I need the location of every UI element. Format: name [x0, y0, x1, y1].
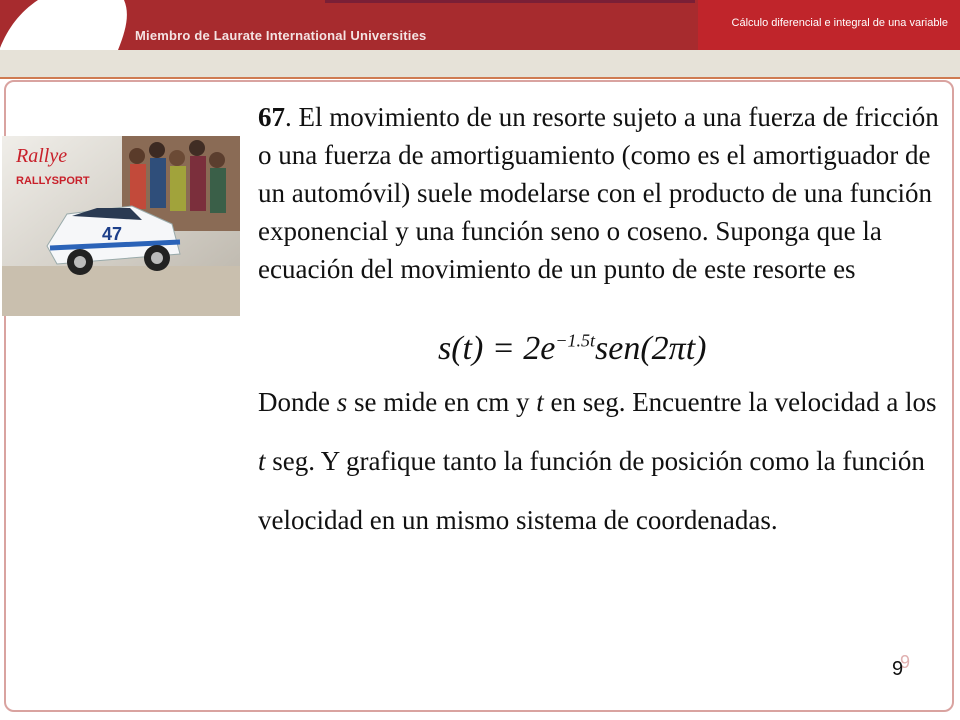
- car-number: 47: [102, 224, 123, 244]
- course-title: Cálculo diferencial e integral de una variable: [731, 17, 948, 29]
- var-s: s: [336, 387, 348, 417]
- formula-exponent: −1.5t: [555, 330, 596, 351]
- page-number: 9: [892, 658, 904, 680]
- header-tagline: Miembro de Laurate International Universities: [135, 28, 427, 43]
- rally-car-photo: [2, 136, 240, 316]
- task-text-c: en seg. Encuentre la velocidad a los: [543, 387, 937, 417]
- problem-statement: [258, 98, 948, 288]
- problem-number: 67: [258, 102, 285, 132]
- task-text-b: se mide en cm y: [347, 387, 537, 417]
- formula-rhs: sen(2πt): [595, 330, 707, 367]
- university-logo: [0, 0, 135, 50]
- course-tab: [698, 0, 960, 50]
- task-text-d: seg. Y grafique tanto la función de posición como la función velocidad en un mismo sistema de coordenadas.: [258, 446, 925, 535]
- rallye-logo-text: Rallye: [16, 145, 68, 167]
- sub-header-bar: [0, 50, 960, 77]
- sub-header-divider: [0, 77, 960, 79]
- logo-swoosh-icon: [0, 0, 135, 50]
- header-accent-stripe: [325, 0, 695, 3]
- motion-equation: [438, 330, 706, 368]
- formula-lhs: s(t) = 2e: [438, 330, 556, 367]
- task-text-a: Donde: [258, 387, 337, 417]
- var-t-2: t: [258, 446, 266, 476]
- page-number-watermark: 9: [900, 652, 911, 672]
- problem-intro: . El movimiento de un resorte sujeto a una fuerza de fricción o una fuerza de amortiguamiento (como es el amortiguador de un automóvil) suele modelarse con el producto de una función exponencial y una función seno o coseno. Suponga que la ecuación del movimiento de un punto de este resorte es: [258, 102, 939, 284]
- rallysport-logo-text: RALLYSPORT: [16, 175, 90, 187]
- problem-task: [258, 373, 948, 550]
- var-t: t: [536, 387, 544, 417]
- header-bar: [0, 0, 960, 50]
